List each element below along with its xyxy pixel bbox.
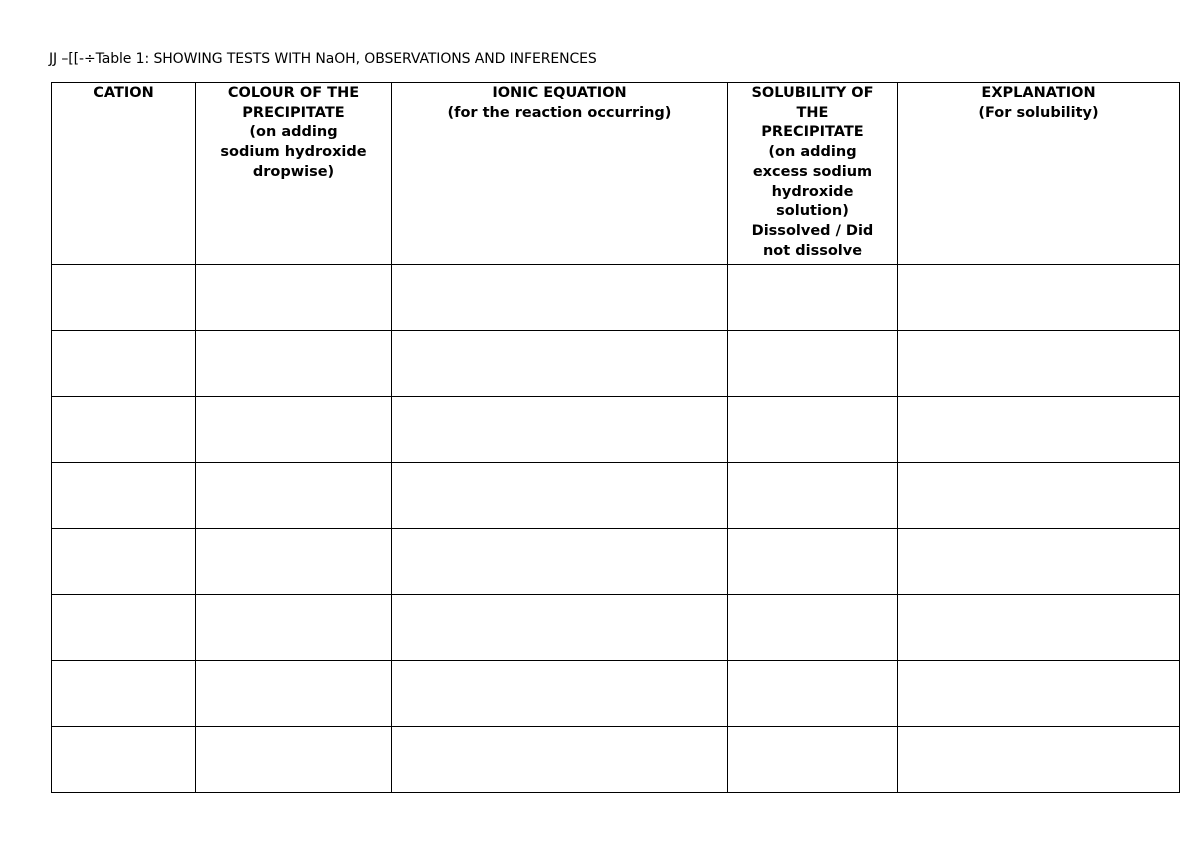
header-line: SOLUBILITY OF (751, 85, 874, 101)
header-line: (for the reaction occurring) (447, 104, 672, 121)
cell-colour[interactable] (196, 595, 392, 661)
cell-equation[interactable] (392, 727, 728, 793)
cell-cation[interactable] (52, 661, 196, 727)
header-line: excess sodium (752, 163, 873, 180)
cell-colour[interactable] (196, 529, 392, 595)
table-row (52, 529, 1180, 595)
cell-cation[interactable] (52, 463, 196, 529)
cell-solubility[interactable] (728, 397, 898, 463)
cell-cation[interactable] (52, 529, 196, 595)
cell-cation[interactable] (52, 397, 196, 463)
observations-table (51, 82, 1180, 793)
header-ionic-equation (392, 83, 728, 265)
header-line: COLOUR OF THE (227, 85, 360, 101)
header-line: PRECIPITATE (242, 104, 345, 121)
cell-cation[interactable] (52, 595, 196, 661)
cell-equation[interactable] (392, 331, 728, 397)
table-row (52, 265, 1180, 331)
cell-solubility[interactable] (728, 265, 898, 331)
cell-cation[interactable] (52, 265, 196, 331)
table-row (52, 661, 1180, 727)
cell-solubility[interactable] (728, 727, 898, 793)
header-colour-of-precipitate (196, 83, 392, 265)
cell-cation[interactable] (52, 727, 196, 793)
header-solubility (728, 83, 898, 265)
cell-solubility[interactable] (728, 331, 898, 397)
cell-equation[interactable] (392, 595, 728, 661)
header-line: dropwise) (252, 163, 335, 180)
table-row (52, 463, 1180, 529)
header-explanation (898, 83, 1180, 265)
cell-explanation[interactable] (898, 397, 1180, 463)
cell-explanation[interactable] (898, 727, 1180, 793)
cell-colour[interactable] (196, 727, 392, 793)
header-line: EXPLANATION (981, 85, 1096, 101)
header-line: sodium hydroxide (220, 144, 367, 161)
table-row (52, 331, 1180, 397)
header-line: PRECIPITATE (761, 124, 864, 141)
header-line: IONIC EQUATION (492, 85, 627, 101)
cell-solubility[interactable] (728, 529, 898, 595)
cell-equation[interactable] (392, 463, 728, 529)
cell-colour[interactable] (196, 661, 392, 727)
cell-explanation[interactable] (898, 661, 1180, 727)
cell-colour[interactable] (196, 397, 392, 463)
table-caption: JJ –[[-÷Table 1: SHOWING TESTS WITH NaOH, OBSERVATIONS AND INFERENCES (49, 51, 597, 67)
header-line: solution) (776, 203, 849, 220)
cell-solubility[interactable] (728, 595, 898, 661)
cell-colour[interactable] (196, 331, 392, 397)
header-line: hydroxide (771, 183, 854, 200)
cell-colour[interactable] (196, 463, 392, 529)
table-row (52, 727, 1180, 793)
header-line: (on adding (768, 144, 857, 161)
cell-explanation[interactable] (898, 265, 1180, 331)
cell-colour[interactable] (196, 265, 392, 331)
cell-explanation[interactable] (898, 331, 1180, 397)
header-line: THE (796, 104, 829, 121)
cell-solubility[interactable] (728, 463, 898, 529)
header-cation (52, 83, 196, 265)
header-line: Dissolved / Did (751, 222, 874, 239)
cell-solubility[interactable] (728, 661, 898, 727)
header-line: CATION (93, 85, 154, 101)
header-line: (on adding (249, 124, 338, 141)
cell-explanation[interactable] (898, 529, 1180, 595)
cell-cation[interactable] (52, 331, 196, 397)
header-row (52, 83, 1180, 265)
cell-equation[interactable] (392, 661, 728, 727)
cell-equation[interactable] (392, 397, 728, 463)
header-line: (For solubility) (978, 104, 1099, 121)
table-row (52, 595, 1180, 661)
header-line: not dissolve (762, 242, 863, 259)
cell-equation[interactable] (392, 265, 728, 331)
table-row (52, 397, 1180, 463)
cell-explanation[interactable] (898, 595, 1180, 661)
cell-explanation[interactable] (898, 463, 1180, 529)
cell-equation[interactable] (392, 529, 728, 595)
